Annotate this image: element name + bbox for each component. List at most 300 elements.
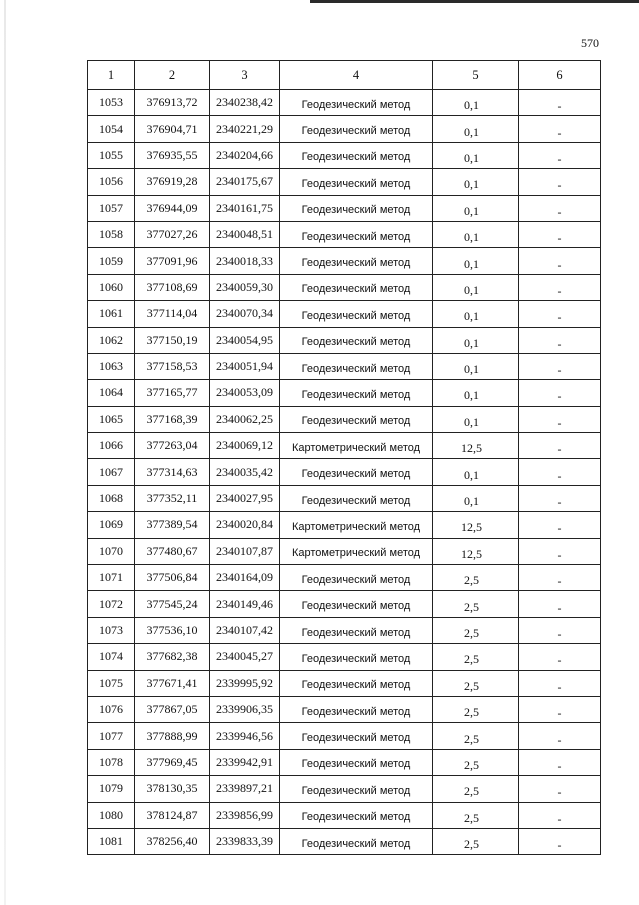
method-cell	[280, 301, 433, 327]
description-cell	[519, 142, 601, 168]
accuracy-cell-text: 2,5	[464, 810, 479, 825]
y-coordinate-cell-text: 2340149,46	[216, 596, 273, 611]
x-coordinate-cell-text: 377165,77	[146, 385, 198, 400]
description-cell	[519, 538, 601, 564]
x-coordinate-cell	[135, 274, 210, 300]
description-cell	[519, 380, 601, 406]
method-cell	[280, 90, 433, 116]
y-coordinate-cell-text: 2340175,67	[216, 174, 273, 189]
point-number-cell-text: 1060	[99, 279, 123, 294]
point-number-cell-text: 1063	[99, 359, 123, 374]
description-cell	[519, 90, 601, 116]
accuracy-cell-text: 2,5	[464, 678, 479, 693]
method-cell	[280, 169, 433, 195]
description-cell	[519, 723, 601, 749]
x-coordinate-cell-text: 377888,99	[146, 728, 198, 743]
accuracy-cell-text: 0,1	[464, 282, 479, 297]
y-coordinate-cell-text: 2340045,27	[216, 649, 273, 664]
description-cell-text: -	[557, 204, 562, 219]
x-coordinate-cell	[135, 221, 210, 247]
x-coordinate-cell-text: 377969,45	[146, 754, 198, 769]
x-coordinate-cell-text: 377545,24	[146, 596, 198, 611]
point-number-cell	[88, 169, 135, 195]
method-cell-text: Геодезический метод	[301, 468, 411, 481]
x-coordinate-cell	[135, 802, 210, 828]
x-coordinate-cell-text: 377158,53	[146, 359, 198, 374]
point-number-cell	[88, 221, 135, 247]
y-coordinate-cell-text: 2340018,33	[216, 253, 273, 268]
description-cell-text: -	[557, 811, 562, 826]
description-cell-text: -	[557, 442, 562, 457]
accuracy-cell	[433, 433, 519, 459]
accuracy-cell-text: 0,1	[464, 177, 479, 192]
point-number-cell-text: 1074	[99, 649, 123, 664]
x-coordinate-cell-text: 377027,26	[146, 227, 198, 242]
method-cell-text: Геодезический метод	[301, 494, 411, 507]
y-coordinate-cell-text: 2340048,51	[216, 227, 273, 242]
method-cell-text: Геодезический метод	[301, 151, 411, 164]
column-header-2: 2	[135, 61, 210, 90]
description-cell-text: -	[557, 178, 562, 193]
description-cell	[519, 169, 601, 195]
accuracy-cell-text: 0,1	[464, 98, 479, 113]
description-cell	[519, 644, 601, 670]
x-coordinate-cell-text: 377263,04	[146, 438, 198, 453]
point-number-cell-text: 1061	[99, 306, 123, 321]
method-cell-text: Геодезический метод	[301, 784, 411, 797]
table-row	[88, 169, 601, 195]
accuracy-cell-text: 0,1	[464, 335, 479, 350]
x-coordinate-cell-text: 377314,63	[146, 464, 198, 479]
accuracy-cell	[433, 749, 519, 775]
point-number-cell-text: 1067	[99, 464, 123, 479]
method-cell-text: Геодезический метод	[301, 415, 411, 428]
page-number: 570	[581, 36, 599, 50]
point-number-cell	[88, 433, 135, 459]
point-number-cell-text: 1072	[99, 596, 123, 611]
description-cell	[519, 353, 601, 379]
description-cell-text: -	[557, 310, 562, 325]
table-row	[88, 380, 601, 406]
y-coordinate-cell	[210, 802, 280, 828]
accuracy-cell	[433, 195, 519, 221]
point-number-cell	[88, 485, 135, 511]
method-cell-text: Геодезический метод	[301, 98, 411, 111]
y-coordinate-cell-text: 2339995,92	[216, 675, 273, 690]
column-header-6: 6	[519, 61, 601, 90]
accuracy-cell-text: 0,1	[464, 388, 479, 403]
description-cell	[519, 459, 601, 485]
point-number-cell	[88, 802, 135, 828]
x-coordinate-cell-text: 377536,10	[146, 623, 198, 637]
point-number-cell	[88, 90, 135, 116]
accuracy-cell-text: 2,5	[464, 757, 479, 772]
accuracy-cell	[433, 116, 519, 142]
accuracy-cell	[433, 696, 519, 722]
y-coordinate-cell-text: 2340107,87	[216, 543, 273, 558]
method-cell	[280, 459, 433, 485]
point-number-cell	[88, 696, 135, 722]
point-number-cell	[88, 617, 135, 643]
accuracy-cell	[433, 802, 519, 828]
x-coordinate-cell-text: 378130,35	[146, 781, 198, 796]
x-coordinate-cell	[135, 380, 210, 406]
x-coordinate-cell	[135, 142, 210, 168]
table-row	[88, 802, 601, 828]
y-coordinate-cell	[210, 380, 280, 406]
x-coordinate-cell	[135, 776, 210, 802]
method-cell	[280, 723, 433, 749]
accuracy-cell-text: 2,5	[464, 837, 479, 852]
accuracy-cell	[433, 353, 519, 379]
description-cell	[519, 116, 601, 142]
method-cell	[280, 749, 433, 775]
y-coordinate-cell	[210, 248, 280, 274]
column-header-3: 3	[210, 61, 280, 90]
point-number-cell-text: 1068	[99, 491, 123, 506]
description-cell-text: -	[557, 838, 562, 853]
y-coordinate-cell-text: 2340059,30	[216, 279, 273, 294]
x-coordinate-cell	[135, 90, 210, 116]
description-cell-text: -	[557, 257, 562, 272]
y-coordinate-cell	[210, 142, 280, 168]
y-coordinate-cell	[210, 274, 280, 300]
y-coordinate-cell	[210, 169, 280, 195]
accuracy-cell	[433, 723, 519, 749]
point-number-cell	[88, 670, 135, 696]
x-coordinate-cell	[135, 696, 210, 722]
description-cell	[519, 274, 601, 300]
table-row	[88, 696, 601, 722]
method-cell	[280, 538, 433, 564]
accuracy-cell	[433, 301, 519, 327]
method-cell	[280, 617, 433, 643]
x-coordinate-cell-text: 377682,38	[146, 649, 198, 664]
x-coordinate-cell	[135, 538, 210, 564]
scan-left-edge	[4, 0, 6, 905]
y-coordinate-cell-text: 2340054,95	[216, 332, 273, 347]
y-coordinate-cell-text: 2340107,42	[216, 623, 273, 637]
accuracy-cell	[433, 485, 519, 511]
method-cell-text: Геодезический метод	[301, 705, 411, 718]
accuracy-cell-text: 2,5	[464, 599, 479, 614]
description-cell-text: -	[557, 521, 562, 536]
method-cell-text: Геодезический метод	[301, 652, 411, 665]
table-row	[88, 565, 601, 591]
method-cell	[280, 433, 433, 459]
accuracy-cell-text: 0,1	[464, 414, 479, 429]
method-cell-text: Геодезический метод	[301, 600, 411, 613]
method-cell-text: Геодезический метод	[301, 283, 411, 296]
point-number-cell	[88, 116, 135, 142]
point-number-cell-text: 1073	[99, 623, 123, 637]
method-cell-text: Геодезический метод	[301, 679, 411, 692]
method-cell	[280, 644, 433, 670]
accuracy-cell	[433, 565, 519, 591]
table-row	[88, 301, 601, 327]
point-number-cell	[88, 644, 135, 670]
point-number-cell-text: 1080	[99, 807, 123, 822]
y-coordinate-cell-text: 2340027,95	[216, 491, 273, 506]
description-cell	[519, 433, 601, 459]
y-coordinate-cell-text: 2339906,35	[216, 702, 273, 717]
point-number-cell-text: 1065	[99, 411, 123, 426]
top-edge-rule	[310, 0, 639, 3]
point-number-cell-text: 1069	[99, 517, 123, 532]
y-coordinate-cell	[210, 696, 280, 722]
x-coordinate-cell	[135, 749, 210, 775]
point-number-cell-text: 1056	[99, 174, 123, 189]
x-coordinate-cell	[135, 116, 210, 142]
y-coordinate-cell-text: 2340238,42	[216, 95, 273, 110]
y-coordinate-cell-text: 2340035,42	[216, 464, 273, 479]
table-row	[88, 195, 601, 221]
column-header-5: 5	[433, 61, 519, 90]
x-coordinate-cell-text: 377389,54	[146, 517, 198, 532]
description-cell	[519, 485, 601, 511]
method-cell-text: Картометрический метод	[291, 441, 421, 454]
table-row	[88, 248, 601, 274]
accuracy-cell-text: 2,5	[464, 652, 479, 667]
x-coordinate-cell	[135, 828, 210, 854]
x-coordinate-cell-text: 376935,55	[146, 147, 198, 162]
description-cell	[519, 749, 601, 775]
accuracy-cell	[433, 90, 519, 116]
x-coordinate-cell-text: 376904,71	[146, 121, 198, 136]
accuracy-cell-text: 12,5	[461, 546, 482, 561]
x-coordinate-cell-text: 377108,69	[146, 279, 198, 294]
y-coordinate-cell	[210, 617, 280, 643]
y-coordinate-cell-text: 2340221,29	[216, 121, 273, 136]
method-cell	[280, 221, 433, 247]
accuracy-cell	[433, 670, 519, 696]
table-row	[88, 142, 601, 168]
method-cell	[280, 274, 433, 300]
table-row	[88, 353, 601, 379]
point-number-cell	[88, 248, 135, 274]
y-coordinate-cell	[210, 406, 280, 432]
description-cell-text: -	[557, 732, 562, 747]
accuracy-cell	[433, 169, 519, 195]
description-cell-text: -	[557, 679, 562, 694]
description-cell	[519, 802, 601, 828]
coordinates-table	[87, 60, 601, 855]
table-row	[88, 591, 601, 617]
description-cell-text: -	[557, 363, 562, 378]
point-number-cell	[88, 380, 135, 406]
y-coordinate-cell-text: 2340051,94	[216, 359, 273, 374]
table-row	[88, 828, 601, 854]
table-row	[88, 485, 601, 511]
point-number-cell	[88, 723, 135, 749]
y-coordinate-cell	[210, 749, 280, 775]
y-coordinate-cell	[210, 512, 280, 538]
method-cell-text: Геодезический метод	[301, 573, 411, 586]
y-coordinate-cell	[210, 485, 280, 511]
x-coordinate-cell-text: 376944,09	[146, 200, 198, 215]
accuracy-cell	[433, 380, 519, 406]
accuracy-cell-text: 0,1	[464, 362, 479, 377]
accuracy-cell-text: 2,5	[464, 626, 479, 640]
description-cell-text: -	[557, 785, 562, 800]
table-body	[88, 90, 601, 855]
point-number-cell	[88, 301, 135, 327]
y-coordinate-cell-text: 2340020,84	[216, 517, 273, 532]
point-number-cell-text: 1081	[99, 834, 123, 849]
point-number-cell-text: 1070	[99, 543, 123, 558]
y-coordinate-cell	[210, 353, 280, 379]
accuracy-cell	[433, 406, 519, 432]
description-cell	[519, 776, 601, 802]
description-cell	[519, 512, 601, 538]
description-cell-text: -	[557, 574, 562, 589]
point-number-cell	[88, 591, 135, 617]
table-row	[88, 90, 601, 116]
x-coordinate-cell	[135, 617, 210, 643]
y-coordinate-cell-text: 2340164,09	[216, 570, 273, 585]
description-cell-text: -	[557, 468, 562, 483]
x-coordinate-cell-text: 377168,39	[146, 411, 198, 426]
point-number-cell	[88, 749, 135, 775]
x-coordinate-cell-text: 378124,87	[146, 807, 198, 822]
x-coordinate-cell-text: 377091,96	[146, 253, 198, 268]
point-number-cell	[88, 828, 135, 854]
y-coordinate-cell-text: 2339946,56	[216, 728, 273, 743]
point-number-cell-text: 1076	[99, 702, 123, 717]
method-cell	[280, 565, 433, 591]
point-number-cell-text: 1075	[99, 675, 123, 690]
accuracy-cell	[433, 591, 519, 617]
y-coordinate-cell	[210, 670, 280, 696]
description-cell-text: -	[557, 706, 562, 721]
method-cell	[280, 327, 433, 353]
y-coordinate-cell-text: 2340062,25	[216, 411, 273, 426]
x-coordinate-cell-text: 377150,19	[146, 332, 198, 347]
point-number-cell	[88, 353, 135, 379]
method-cell-text: Геодезический метод	[301, 626, 411, 639]
table-row	[88, 221, 601, 247]
y-coordinate-cell	[210, 195, 280, 221]
point-number-cell-text: 1078	[99, 754, 123, 769]
table-row	[88, 670, 601, 696]
description-cell	[519, 565, 601, 591]
y-coordinate-cell-text: 2340070,34	[216, 306, 273, 321]
x-coordinate-cell-text: 377114,04	[146, 306, 198, 321]
y-coordinate-cell-text: 2339833,39	[216, 834, 273, 849]
y-coordinate-cell	[210, 776, 280, 802]
method-cell	[280, 696, 433, 722]
y-coordinate-cell	[210, 828, 280, 854]
accuracy-cell-text: 0,1	[464, 256, 479, 271]
y-coordinate-cell	[210, 565, 280, 591]
y-coordinate-cell-text: 2339856,99	[216, 807, 273, 822]
column-header-4: 4	[280, 61, 433, 90]
description-cell	[519, 195, 601, 221]
point-number-cell-text: 1071	[99, 570, 123, 585]
accuracy-cell-text: 12,5	[461, 520, 482, 535]
y-coordinate-cell	[210, 538, 280, 564]
point-number-cell	[88, 538, 135, 564]
accuracy-cell-text: 0,1	[464, 150, 479, 165]
accuracy-cell	[433, 538, 519, 564]
method-cell	[280, 248, 433, 274]
point-number-cell	[88, 142, 135, 168]
accuracy-cell-text: 0,1	[464, 230, 479, 245]
method-cell-text: Геодезический метод	[301, 309, 411, 322]
x-coordinate-cell-text: 376919,28	[146, 174, 198, 189]
description-cell-text: -	[557, 336, 562, 351]
accuracy-cell-text: 0,1	[464, 124, 479, 139]
table-row	[88, 538, 601, 564]
point-number-cell-text: 1053	[99, 95, 123, 110]
accuracy-cell	[433, 459, 519, 485]
accuracy-cell	[433, 776, 519, 802]
x-coordinate-cell	[135, 248, 210, 274]
y-coordinate-cell	[210, 327, 280, 353]
description-cell	[519, 591, 601, 617]
method-cell-text: Картометрический метод	[291, 547, 421, 560]
y-coordinate-cell-text: 2340204,66	[216, 147, 273, 162]
y-coordinate-cell	[210, 221, 280, 247]
x-coordinate-cell	[135, 433, 210, 459]
y-coordinate-cell	[210, 723, 280, 749]
method-cell	[280, 828, 433, 854]
y-coordinate-cell	[210, 459, 280, 485]
y-coordinate-cell	[210, 301, 280, 327]
method-cell	[280, 776, 433, 802]
table-header-row	[88, 61, 601, 90]
method-cell-text: Геодезический метод	[301, 388, 411, 401]
point-number-cell	[88, 195, 135, 221]
table-row	[88, 406, 601, 432]
description-cell-text: -	[557, 99, 562, 114]
method-cell-text: Геодезический метод	[301, 230, 411, 243]
table-row	[88, 274, 601, 300]
accuracy-cell-text: 2,5	[464, 573, 479, 588]
x-coordinate-cell	[135, 459, 210, 485]
description-cell-text: -	[557, 283, 562, 298]
method-cell-text: Геодезический метод	[301, 336, 411, 349]
point-number-cell-text: 1055	[99, 147, 123, 162]
accuracy-cell	[433, 274, 519, 300]
method-cell-text: Геодезический метод	[301, 758, 411, 771]
point-number-cell	[88, 565, 135, 591]
x-coordinate-cell	[135, 485, 210, 511]
description-cell-text: -	[557, 600, 562, 615]
description-cell	[519, 696, 601, 722]
description-cell-text: -	[557, 547, 562, 562]
y-coordinate-cell	[210, 591, 280, 617]
point-number-cell-text: 1066	[99, 438, 123, 453]
x-coordinate-cell	[135, 406, 210, 432]
description-cell	[519, 828, 601, 854]
accuracy-cell-text: 2,5	[464, 784, 479, 799]
description-cell	[519, 248, 601, 274]
table-row	[88, 433, 601, 459]
column-header-1: 1	[88, 61, 135, 90]
method-cell	[280, 670, 433, 696]
accuracy-cell-text: 2,5	[464, 731, 479, 746]
point-number-cell-text: 1057	[99, 200, 123, 215]
x-coordinate-cell-text: 377867,05	[146, 702, 198, 717]
method-cell	[280, 512, 433, 538]
point-number-cell-text: 1059	[99, 253, 123, 268]
method-cell-text: Геодезический метод	[301, 204, 411, 217]
description-cell-text: -	[557, 627, 562, 641]
accuracy-cell	[433, 142, 519, 168]
description-cell	[519, 617, 601, 643]
point-number-cell	[88, 459, 135, 485]
